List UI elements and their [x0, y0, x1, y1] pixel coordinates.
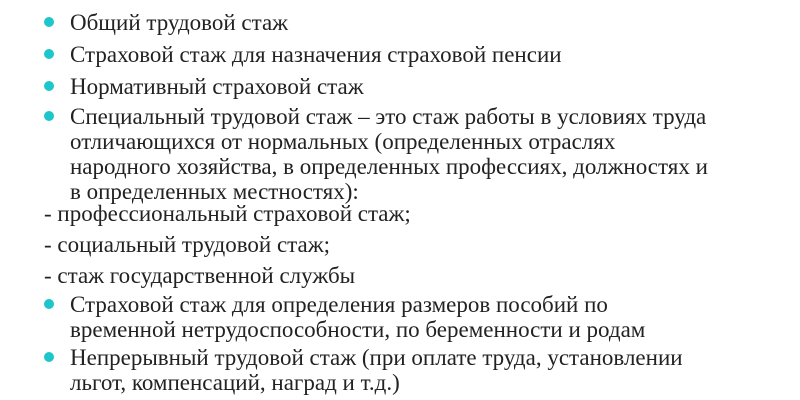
list-item: [44, 345, 784, 395]
list-item-text: Страховой стаж для назначения страховой пенсии: [70, 42, 562, 67]
bullet-icon: [44, 111, 54, 121]
list-item: [44, 292, 784, 342]
list-item-text-line: отличающихся от нормальных (определенных отраслях: [70, 129, 616, 154]
bullet-icon: [44, 81, 54, 91]
list-item-text-line: Непрерывный трудовой стаж (при оплате труда, установлении: [70, 345, 683, 370]
bullet-icon: [44, 352, 54, 362]
list-item-text: Общий трудовой стаж: [70, 10, 289, 35]
list-item-text-line: Специальный трудовой стаж – это стаж работы в условиях труда: [70, 104, 707, 129]
list-item-text-line: в определенных местностях):: [70, 179, 359, 204]
sub-list-item: - стаж государственной службы: [44, 263, 356, 288]
bullet-icon: [44, 299, 54, 309]
sub-list-item: - профессиональный страховой стаж;: [44, 201, 411, 226]
list-item-text-line: Страховой стаж для определения размеров пособий по: [70, 292, 608, 317]
list-item-text-line: льгот, компенсаций, наград и т.д.): [70, 370, 400, 395]
bullet-icon: [44, 49, 54, 59]
list-item-text-line: временной нетрудоспособности, по беременности и родам: [70, 317, 646, 342]
bullet-icon: [44, 17, 54, 27]
list-item-text: Нормативный страховой стаж: [70, 74, 364, 99]
list-item-text-line: народного хозяйства, в определенных профессиях, должностях и: [70, 154, 708, 179]
list-item: [44, 104, 784, 204]
list-item: [44, 74, 784, 99]
sub-list-item: - социальный трудовой стаж;: [44, 232, 331, 257]
list-item: [44, 10, 784, 35]
list-item: [44, 42, 784, 67]
